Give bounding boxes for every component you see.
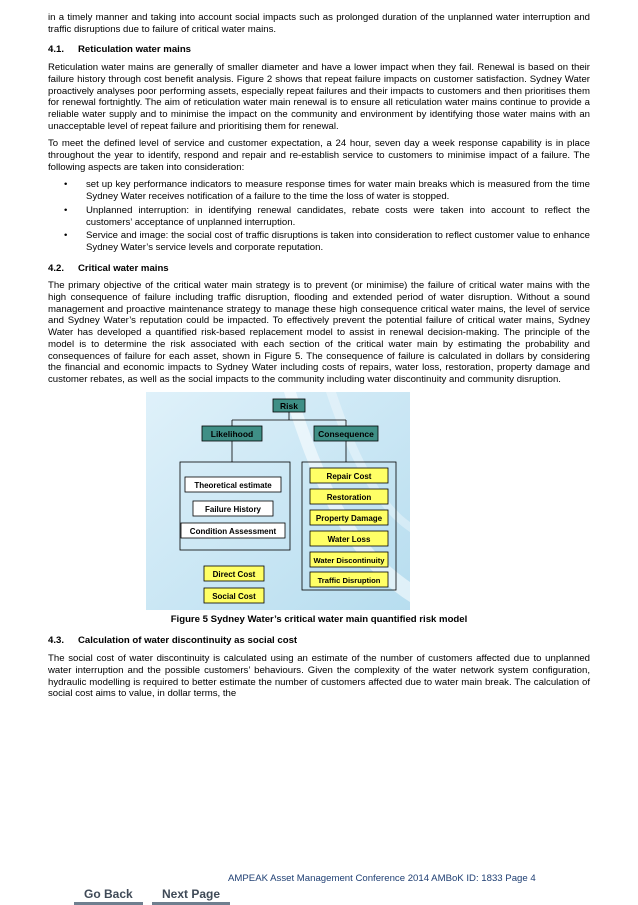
section-4-2-paragraph: The primary objective of the critical water main strategy is to prevent (or minimise) the failure of critical water mains with the high consequence of failure including traffic disruption, flooding and extended period of water disruption. Without a sound management and proactive maintenance strategy to manage these high consequence critical water mains, the level of service and Sydney Water’s reputation could be impacted. To effectively prevent the potential failure of critical water mains, Sydney Water has developed a quantified risk-based replacement model to assist in renewal decision-making. The principle of the model is to determine the risk associated with each section of the critical water main by estimating the probability and consequences of failure for each asset, shown in Figure 5. The consequence of failure is calculated in dollars by considering the financial and economic impacts to Sydney Water including costs of repairs, water loss, restoration, property damage and customer rebates, as well as the social impacts to the community including water discontinuity and community disruption. [48,280,590,385]
consequence-item: Water Discontinuity [313,555,385,565]
section-4-1-heading [48,44,590,56]
section-4-3-heading [48,635,590,647]
section-4-3-paragraph: The social cost of water discontinuity is calculated using an estimate of the number of customers affected due to unplanned water interruption and the possible customers’ behaviours. Given the complexity of the water network system configuration, hydraulic modelling is required to better estimate the number of customers affected due to water main break. The calculation of social cost aims to value, in dollar terms, the [48,653,590,700]
bullet-list [48,179,590,253]
section-title: Reticulation water mains [78,44,192,56]
likelihood-item: Condition Assessment [189,526,277,536]
bullet-item [48,205,590,228]
consequence-label: Consequence [318,428,374,439]
cost-item: Direct Cost [212,569,256,579]
risk-model-diagram [146,392,410,610]
bullet-text: Unplanned interruption: in identifying renewal candidates, rebate costs were taken into account to reflect the customers’ acceptance of unplanned interruption. [86,204,590,228]
likelihood-item: Theoretical estimate [194,480,272,490]
section-title: Critical water mains [78,262,169,274]
section-number: 4.3. [48,635,65,647]
bullet-item [48,179,590,202]
likelihood-label: Likelihood [210,428,254,439]
section-number: 4.2. [48,262,65,274]
next-page-button[interactable]: Next Page [152,887,230,905]
cost-item: Social Cost [212,591,256,601]
bullet-text: set up key performance indicators to measure response times for water main breaks which is measured from the time Sydney Water receives notification of a failure to the time the loss of water is stopped. [86,179,590,203]
section-number: 4.1. [48,44,65,56]
consequence-item: Restoration [326,492,372,502]
consequence-item: Water Loss [327,534,371,544]
consequence-item: Traffic Disruption [317,575,381,585]
bullet-icon: • [64,204,68,216]
bullet-icon: • [64,230,68,242]
page-footer: AMPEAK Asset Management Conference 2014 AMBoK ID: 1833 Page 4 [228,873,536,884]
document-page [48,12,590,706]
risk-model-svg [146,392,410,610]
section-title: Calculation of water discontinuity as social cost [78,635,298,647]
section-4-1-paragraph-1: Reticulation water mains are generally of smaller diameter and have a lower impact when they fail. Renewal is based on their failure history through cost benefit analysis. Figure 2 shows that repeat failure impacts on customer satisfaction. Sydney Water proactively analyses poor performing assets, especially repeat failures and their impacts to customers and then prioritises them for renewal fortnightly. The aim of reticulation water main renewal is to ensure all reticulation water mains continue to provide a reliable water supply and to minimise the impact on the community and environment by identifying those water mains with an unacceptable level of repeat failure and prioritising them for renewal. [48,62,590,132]
likelihood-item: Failure History [204,504,262,514]
bullet-item [48,230,590,253]
consequence-item: Property Damage [315,513,383,523]
consequence-item: Repair Cost [326,471,372,481]
figure-caption: Figure 5 Sydney Water’s critical water main quantified risk model [170,613,468,625]
bullet-text: Service and image: the social cost of traffic disruptions is taken into consideration to reflect customer value to enhance Sydney Water’s service levels and corporate reputation. [86,230,590,253]
section-4-2-heading [48,263,590,275]
intro-paragraph: in a timely manner and taking into account social impacts such as prolonged duration of the unplanned water interruption and traffic disruptions due to failure of critical water mains. [48,12,590,35]
go-back-button[interactable]: Go Back [74,887,143,905]
risk-label: Risk [280,400,298,411]
section-4-1-paragraph-2: To meet the defined level of service and customer expectation, a 24 hour, seven day a week response capability is in place throughout the year to identify, respond and repair and re-establish service to customers to minimise impact of a failure. The following aspects are taken into consideration: [48,138,590,173]
bullet-icon: • [64,179,68,191]
